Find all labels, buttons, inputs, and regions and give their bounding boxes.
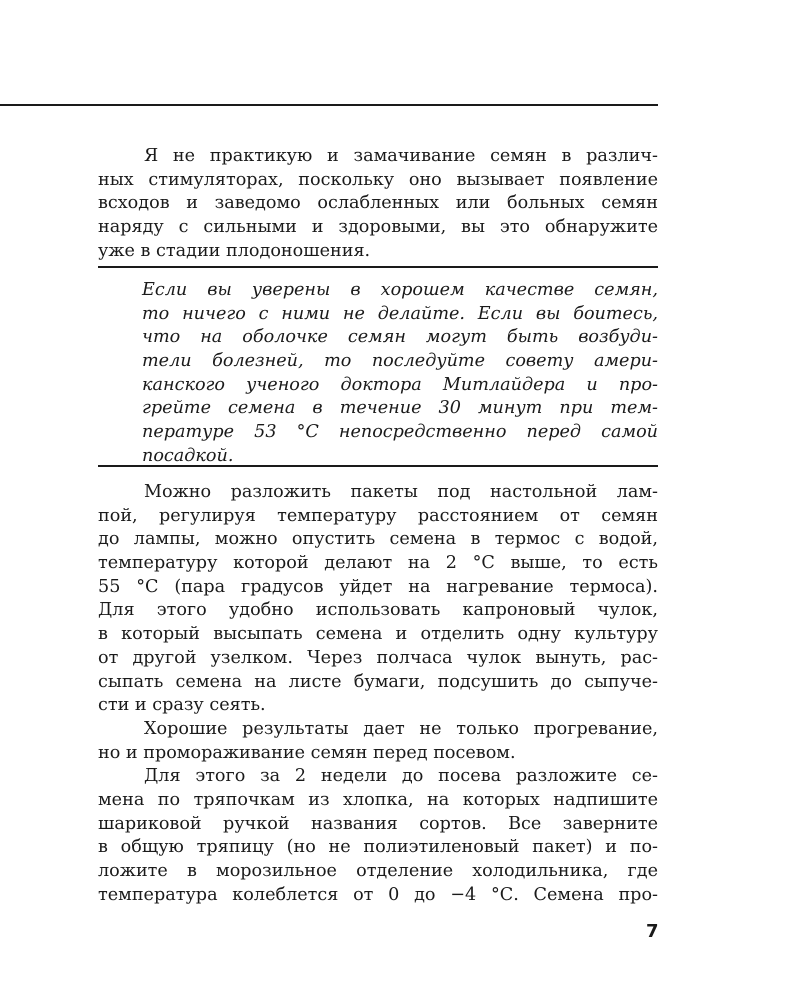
note-line: что на оболочке семян могут быть возбуди- xyxy=(142,327,658,348)
note-line: тели болезней, то последуйте совету амери- xyxy=(142,351,658,372)
note-line: грейте семена в течение 30 минут при тем- xyxy=(142,398,658,419)
text-line: сыпать семена на листе бумаги, подсушить до сыпуче- xyxy=(98,671,658,692)
note-line: посадкой. xyxy=(142,445,234,466)
text-line: Для этого удобно использовать капроновый чулок, xyxy=(98,600,658,621)
text-line: от другой узелком. Через полчаса чулок вынуть, рас- xyxy=(98,647,658,668)
text-line: наряду с сильными и здоровыми, вы это обнаружите xyxy=(98,217,658,238)
text-line: в общую тряпицу (но не полиэтиленовый пакет) и по- xyxy=(98,837,658,858)
text-line: пой, регулируя температуру расстоянием от семян xyxy=(98,505,658,526)
note-bottom-rule xyxy=(98,465,658,467)
note-line: Если вы уверены в хорошем качестве семян, xyxy=(142,280,658,300)
text-line: ных стимуляторах, поскольку оно вызывает появление xyxy=(98,169,658,190)
paragraph-2 xyxy=(98,481,658,907)
text-line: 55 °С (пара градусов уйдет на нагревание термоса). xyxy=(98,576,658,597)
text-line: шариковой ручкой названия сортов. Все заверните xyxy=(98,813,658,834)
text-line: всходов и заведомо ослабленных или больных семян xyxy=(98,193,658,214)
text-line: температура колеблется от 0 до −4 °С. Семена про- xyxy=(98,884,658,905)
text-line: мена по тряпочкам из хлопка, на которых надпишите xyxy=(98,789,658,810)
text-line: до лампы, можно опустить семена в термос с водой, xyxy=(98,529,658,550)
text-line: уже в стадии плодоношения. xyxy=(98,240,371,261)
note-top-rule xyxy=(98,266,658,268)
note-line: канского ученого доктора Митлайдера и про- xyxy=(142,374,658,395)
note-line: то ничего с ними не делайте. Если вы боитесь, xyxy=(142,303,658,324)
text-line: но и промораживание семян перед посевом. xyxy=(98,742,516,763)
top-rule xyxy=(0,104,658,106)
text-line: сти и сразу сеять. xyxy=(98,695,266,716)
note-block xyxy=(142,279,658,469)
text-line: Я не практикую и замачивание семян в различ- xyxy=(144,146,658,166)
note-line: пературе 53 °С непосредственно перед самой xyxy=(142,422,658,443)
paragraph-1 xyxy=(98,145,658,263)
page-number: 7 xyxy=(646,921,659,942)
text-line: Для этого за 2 недели до посева разложите се- xyxy=(144,766,658,787)
text-line: Хорошие результаты дает не только прогревание, xyxy=(144,718,658,739)
text-line: температуру которой делают на 2 °С выше, то есть xyxy=(98,553,658,574)
text-line: в который высыпать семена и отделить одну культуру xyxy=(98,624,658,645)
text-line: Можно разложить пакеты под настольной лам- xyxy=(144,482,658,502)
text-line: ложите в морозильное отделение холодильника, где xyxy=(98,861,658,881)
